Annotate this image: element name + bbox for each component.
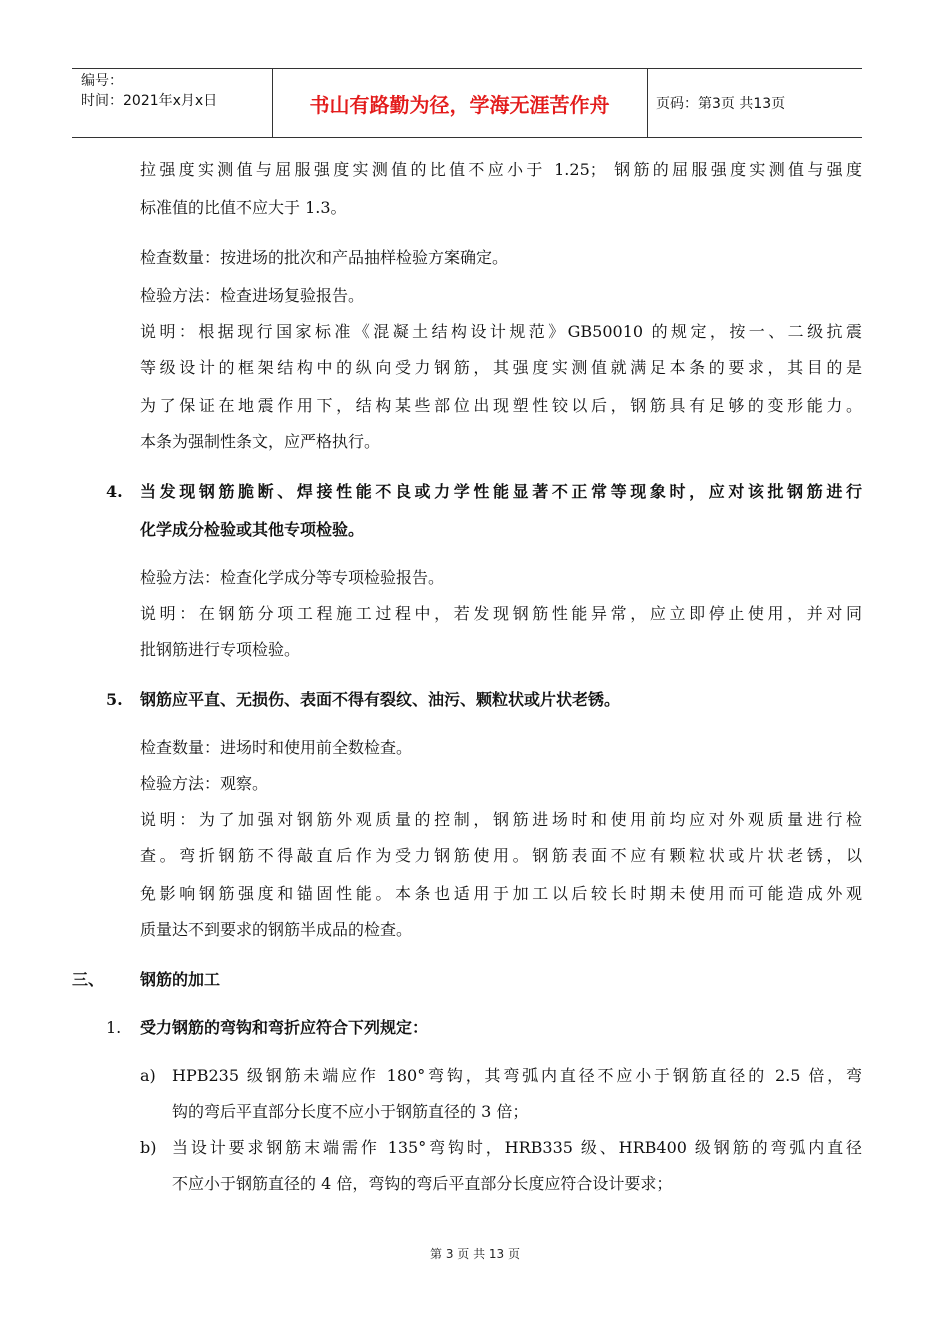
item-heading: 化学成分检验或其他专项检验。 xyxy=(140,520,365,539)
list-item-line: HPB235 级钢筋未端应作 180°弯钩，其弯弧内直径不应小于钢筋直径的 2.5 倍，弯 xyxy=(172,1066,862,1085)
check-method: 检验方法：检查进场复验报告。 xyxy=(140,286,365,305)
item-number: 5. xyxy=(106,690,123,709)
page-header xyxy=(72,68,862,138)
note-line: 为了保证在地震作用下，结构某些部位出现塑性铰以后，钢筋具有足够的变形能力。 xyxy=(140,396,862,415)
list-item-line: 不应小于钢筋直径的 4 倍，弯钩的弯后平直部分长度应符合设计要求； xyxy=(172,1174,673,1193)
note-line: 批钢筋进行专项检验。 xyxy=(140,640,301,659)
subsection-number: 1. xyxy=(106,1018,122,1037)
check-method: 检验方法：观察。 xyxy=(140,774,269,793)
note-line: 说明：为了加强对钢筋外观质量的控制，钢筋进场时和使用前均应对外观质量进行检 xyxy=(140,810,862,829)
paragraph-line: 标准值的比值不应大于 1.3。 xyxy=(140,198,347,217)
item-heading: 钢筋应平直、无损伤、表面不得有裂纹、油污、颗粒状或片状老锈。 xyxy=(140,690,621,709)
header-motto: 书山有路勤为径，学海无涯苦作舟 xyxy=(272,69,648,137)
check-quantity: 检查数量：按进场的批次和产品抽样检验方案确定。 xyxy=(140,248,509,267)
note-line: 质量达不到要求的钢筋半成品的检查。 xyxy=(140,920,413,939)
section-title: 钢筋的加工 xyxy=(140,970,221,989)
note-line: 查。弯折钢筋不得敲直后作为受力钢筋使用。钢筋表面不应有颗粒状或片状老锈，以 xyxy=(140,846,862,865)
time-label: 时间：2021年x月x日 xyxy=(81,93,218,109)
item-number: 4. xyxy=(106,482,123,501)
number-label: 编号： xyxy=(81,73,123,89)
list-label: b) xyxy=(140,1138,157,1157)
item-heading: 当发现钢筋脆断、焊接性能不良或力学性能显著不正常等现象时，应对该批钢筋进行 xyxy=(140,482,862,501)
list-label: a) xyxy=(140,1066,156,1085)
header-meta xyxy=(72,69,273,137)
paragraph-line: 拉强度实测值与屈服强度实测值的比值不应小于 1.25； 钢筋的屈服强度实测值与强度 xyxy=(140,160,862,179)
section-number: 三、 xyxy=(72,970,105,989)
page-footer: 第 3 页 共 13 页 xyxy=(430,1247,520,1261)
subsection-title: 受力钢筋的弯钩和弯折应符合下列规定： xyxy=(140,1018,429,1037)
note-line: 说明：根据现行国家标准《混凝土结构设计规范》GB50010 的规定，按一、二级抗震 xyxy=(140,322,862,341)
list-item-line: 当设计要求钢筋末端需作 135°弯钩时，HRB335 级、HRB400 级钢筋的弯弧内直径 xyxy=(172,1138,862,1157)
note-line: 本条为强制性条文，应严格执行。 xyxy=(140,432,381,451)
list-item-line: 钩的弯后平直部分长度不应小于钢筋直径的 3 倍； xyxy=(172,1102,529,1121)
check-quantity: 检查数量：进场时和使用前全数检查。 xyxy=(140,738,413,757)
header-page-info: 页码：第3页 共13页 xyxy=(656,96,786,112)
note-line: 免影响钢筋强度和锚固性能。本条也适用于加工以后较长时期未使用而可能造成外观 xyxy=(140,884,862,903)
note-line: 等级设计的框架结构中的纵向受力钢筋，其强度实测值就满足本条的要求，其目的是 xyxy=(140,358,862,377)
check-method: 检验方法：检查化学成分等专项检验报告。 xyxy=(140,568,445,587)
note-line: 说明：在钢筋分项工程施工过程中，若发现钢筋性能异常，应立即停止使用，并对同 xyxy=(140,604,862,623)
